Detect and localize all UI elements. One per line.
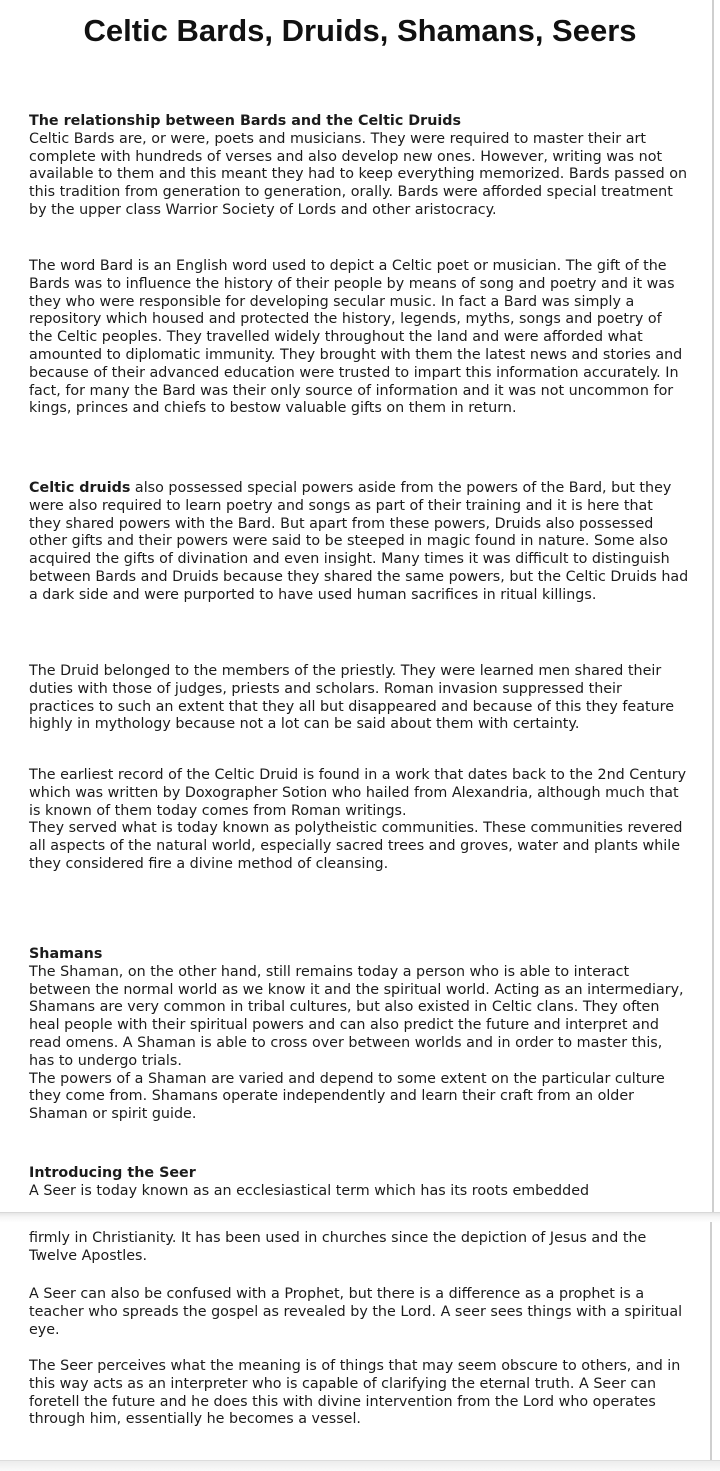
druids-section <box>29 480 689 605</box>
shamans-paragraph-1: The Shaman, on the other hand, still remains today a person who is able to interact between the normal world as we know it and the spiritual world. Acting as an intermediary, Shamans are very common in tribal cultures, but also existed in Celtic clans. They often heal people with their spiritual powers and can also predict the future and interpret and read omens. A Shaman is able to cross over between worlds and in order to master this, has to undergo trials. <box>29 963 684 1069</box>
druids-paragraph-4: They served what is today known as polytheistic communities. These communities revered all aspects of the natural world, especially sacred trees and groves, water and plants while they considered fire a divine method of cleansing. <box>29 820 683 872</box>
seer-paragraph-1-start: A Seer is today known as an ecclesiastical term which has its roots embedded <box>29 1182 590 1199</box>
druids-paragraph-2-block <box>29 663 689 734</box>
shamans-heading: Shamans <box>29 946 103 962</box>
seer-paragraph-3: The Seer perceives what the meaning is of things that may seem obscure to others, and in this way acts as an interpreter who is capable of clarifying the eternal truth. A Seer can foretell the future and he does this with divine intervention from the Lord who operates through him, essentially he becomes a vessel. <box>29 1358 681 1428</box>
seer-paragraph-2-block <box>29 1286 689 1339</box>
seer-paragraph-2: A Seer can also be confused with a Prophet, but there is a difference as a prophet is a teacher who spreads the gospel as revealed by the Lord. A seer sees things with a spiritual eye. <box>29 1286 683 1338</box>
druids-paragraph-2: The Druid belonged to the members of the priestly. They were learned men shared their duties with those of judges, priests and scholars. Roman invasion suppressed their practices to such an extent that they all but disappeared and because of this they feature highly in mythology because not a lot can be said about them with certainty. <box>29 663 675 733</box>
bards-heading: The relationship between Bards and the Celtic Druids <box>29 113 462 129</box>
shamans-paragraph-2: The powers of a Shaman are varied and depend to some extent on the particular culture they come from. Shamans operate independently and learn their craft from an older Shaman or spirit guide. <box>29 1070 665 1123</box>
druids-paragraph-3-block <box>29 767 689 874</box>
druids-lead: Celtic druids <box>29 480 131 496</box>
bards-section <box>29 113 689 220</box>
seer-heading: Introducing the Seer <box>29 1165 196 1181</box>
page-title: Celtic Bards, Druids, Shamans, Seers <box>83 13 637 48</box>
bards-paragraph-1: Celtic Bards are, or were, poets and musicians. They were required to master their art complete with hundreds of verses and also develop new ones. However, writing was not available to them and this meant they had to keep everything memorized. Bards passed on this tradition from generation to generation, orally. Bards were afforded special treatment by the upper class Warrior Society of Lords and other aristocracy. <box>29 130 688 218</box>
druids-paragraph-3: The earliest record of the Celtic Druid is found in a work that dates back to the 2nd Century which was written by Doxographer Sotion who hailed from Alexandria, although much that is known of them today comes from Roman writings. <box>29 767 687 819</box>
bards-paragraph-2-block <box>29 258 689 418</box>
seer-paragraph-1-end-block <box>29 1230 689 1266</box>
seer-section <box>29 1165 689 1201</box>
bards-paragraph-2: The word Bard is an English word used to depict a Celtic poet or musician. The gift of the Bards was to influence the history of their people by means of song and poetry and it was they who were responsible for developing secular music. In fact a Bard was simply a repository which housed and protected the history, legends, myths, songs and poetry of the Celtic peoples. They travelled widely throughout the land and were afforded what amounted to diplomatic immunity. They brought with them the latest news and stories and because of their advanced education were trusted to impart this information accurately. In fact, for many the Bard was their only source of information and it was not uncommon for kings, princes and chiefs to bestow valuable gifts on them in return. <box>29 258 683 417</box>
seer-paragraph-1-end: firmly in Christianity. It has been used in churches since the depiction of Jesus and the Twelve Apostles. <box>29 1230 647 1264</box>
shamans-section <box>29 946 689 1124</box>
seer-paragraph-3-block <box>29 1358 689 1429</box>
bottom-edge <box>0 1460 720 1471</box>
druids-paragraph-1 <box>29 480 689 605</box>
druids-paragraph-1-text: also possessed special powers aside from the powers of the Bard, but they were also required to learn poetry and songs as part of their training and it is here that they shared powers with the Bard. But apart from these powers, Druids also possessed other gifts and their powers were said to be steeped in magic found in nature. Some also acquired the gifts of divination and even insight. Many times it was difficult to distinguish between Bards and Druids because they shared the same powers, but the Celtic Druids had a dark side and were purported to have used human sacrifices in ritual killings. <box>29 480 689 603</box>
